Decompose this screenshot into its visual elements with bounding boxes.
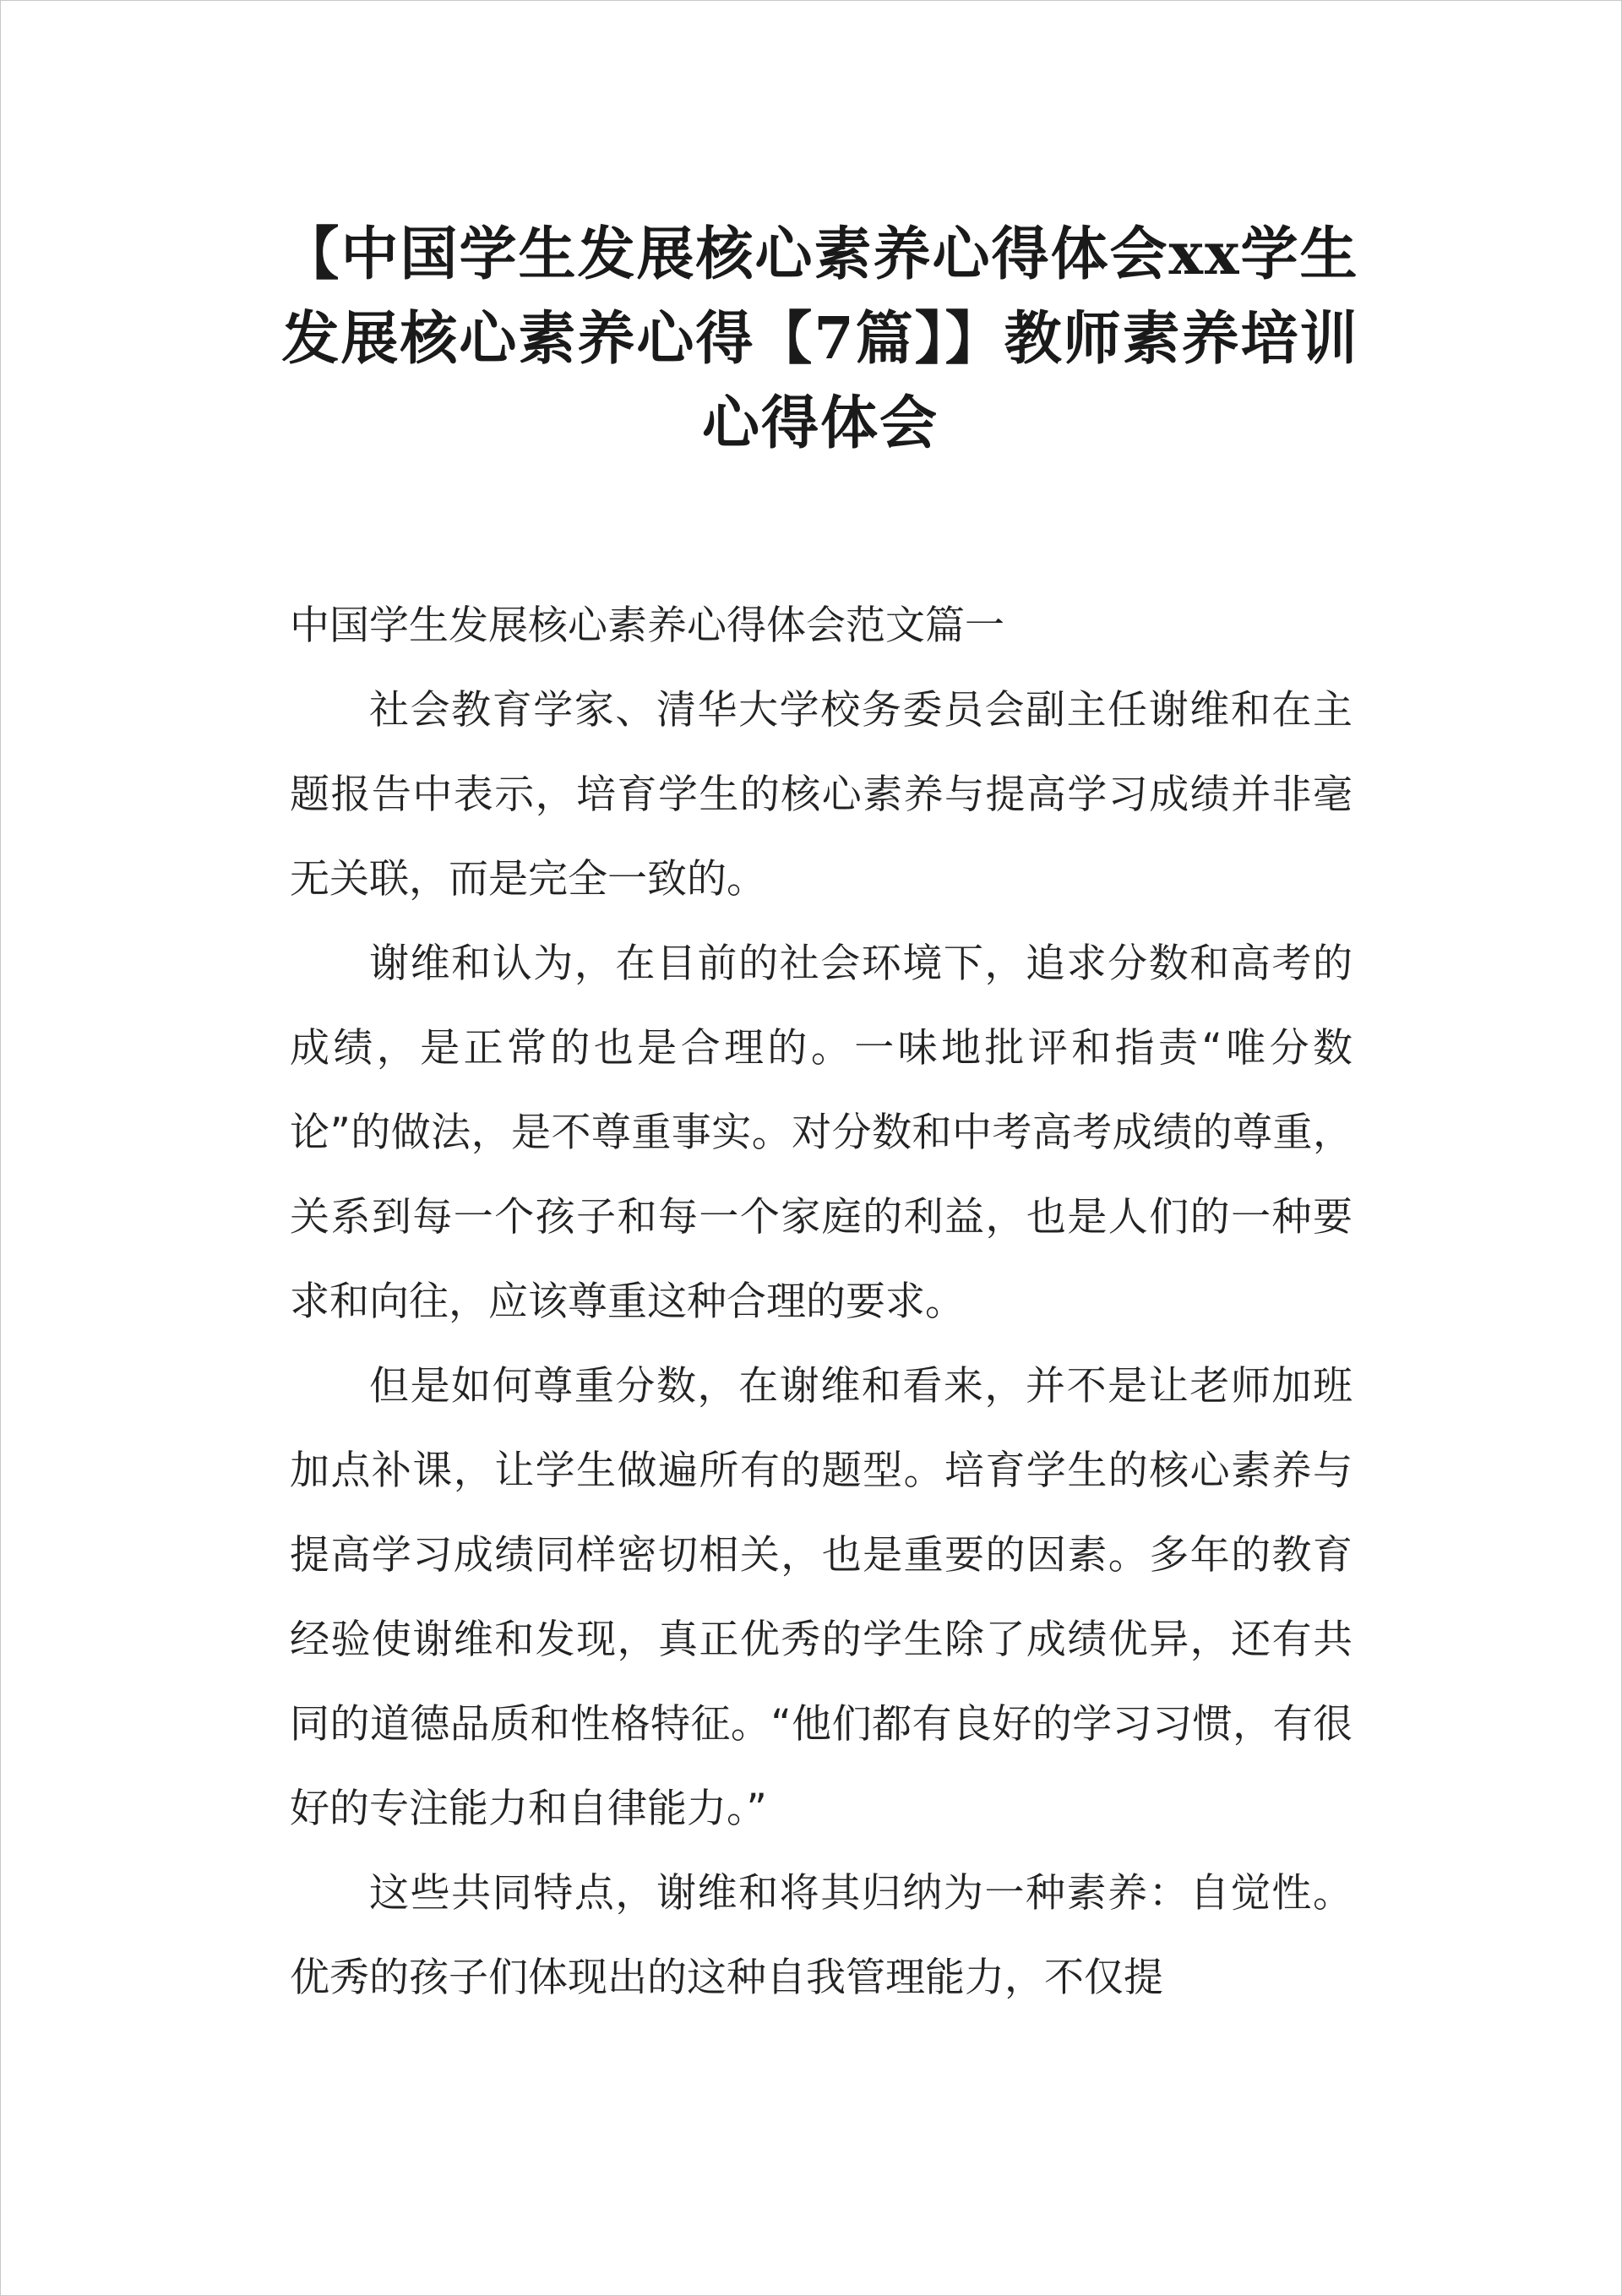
document-body <box>290 584 1353 2021</box>
paragraph: 但是如何尊重分数，在谢维和看来，并不是让老师加班加点补课，让学生做遍所有的题型。培育学生的核心素养与提高学习成绩同样密切相关，也是重要的因素。多年的教育经验使谢维和发现，真正优秀的学生除了成绩优异，还有共同的道德品质和性格特征。“他们都有良好的学习习惯，有很好的专注能力和自律能力。” <box>290 1363 1353 1832</box>
paragraph: 社会教育学家、清华大学校务委员会副主任谢维和在主题报告中表示，培育学生的核心素养与提高学习成绩并非毫无关联，而是完全一致的。 <box>290 687 1353 903</box>
section-heading: 中国学生发展核心素养心得体会范文篇一 <box>290 603 1004 649</box>
document-title: 【中国学生发展核心素养心得体会xx学生发展核心素养心得【7篇】】教师素养培训心得体会 <box>281 221 1359 457</box>
paragraph: 这些共同特点，谢维和将其归纳为一种素养：自觉性。优秀的孩子们体现出的这种自我管理能力，不仅提 <box>290 1870 1353 2001</box>
paragraph: 谢维和认为，在目前的社会环境下，追求分数和高考的成绩，是正常的也是合理的。一味地批评和指责“唯分数论”的做法，是不尊重事实。对分数和中考高考成绩的尊重，关系到每一个孩子和每一个家庭的利益，也是人们的一种要求和向往，应该尊重这种合理的要求。 <box>290 941 1353 1325</box>
